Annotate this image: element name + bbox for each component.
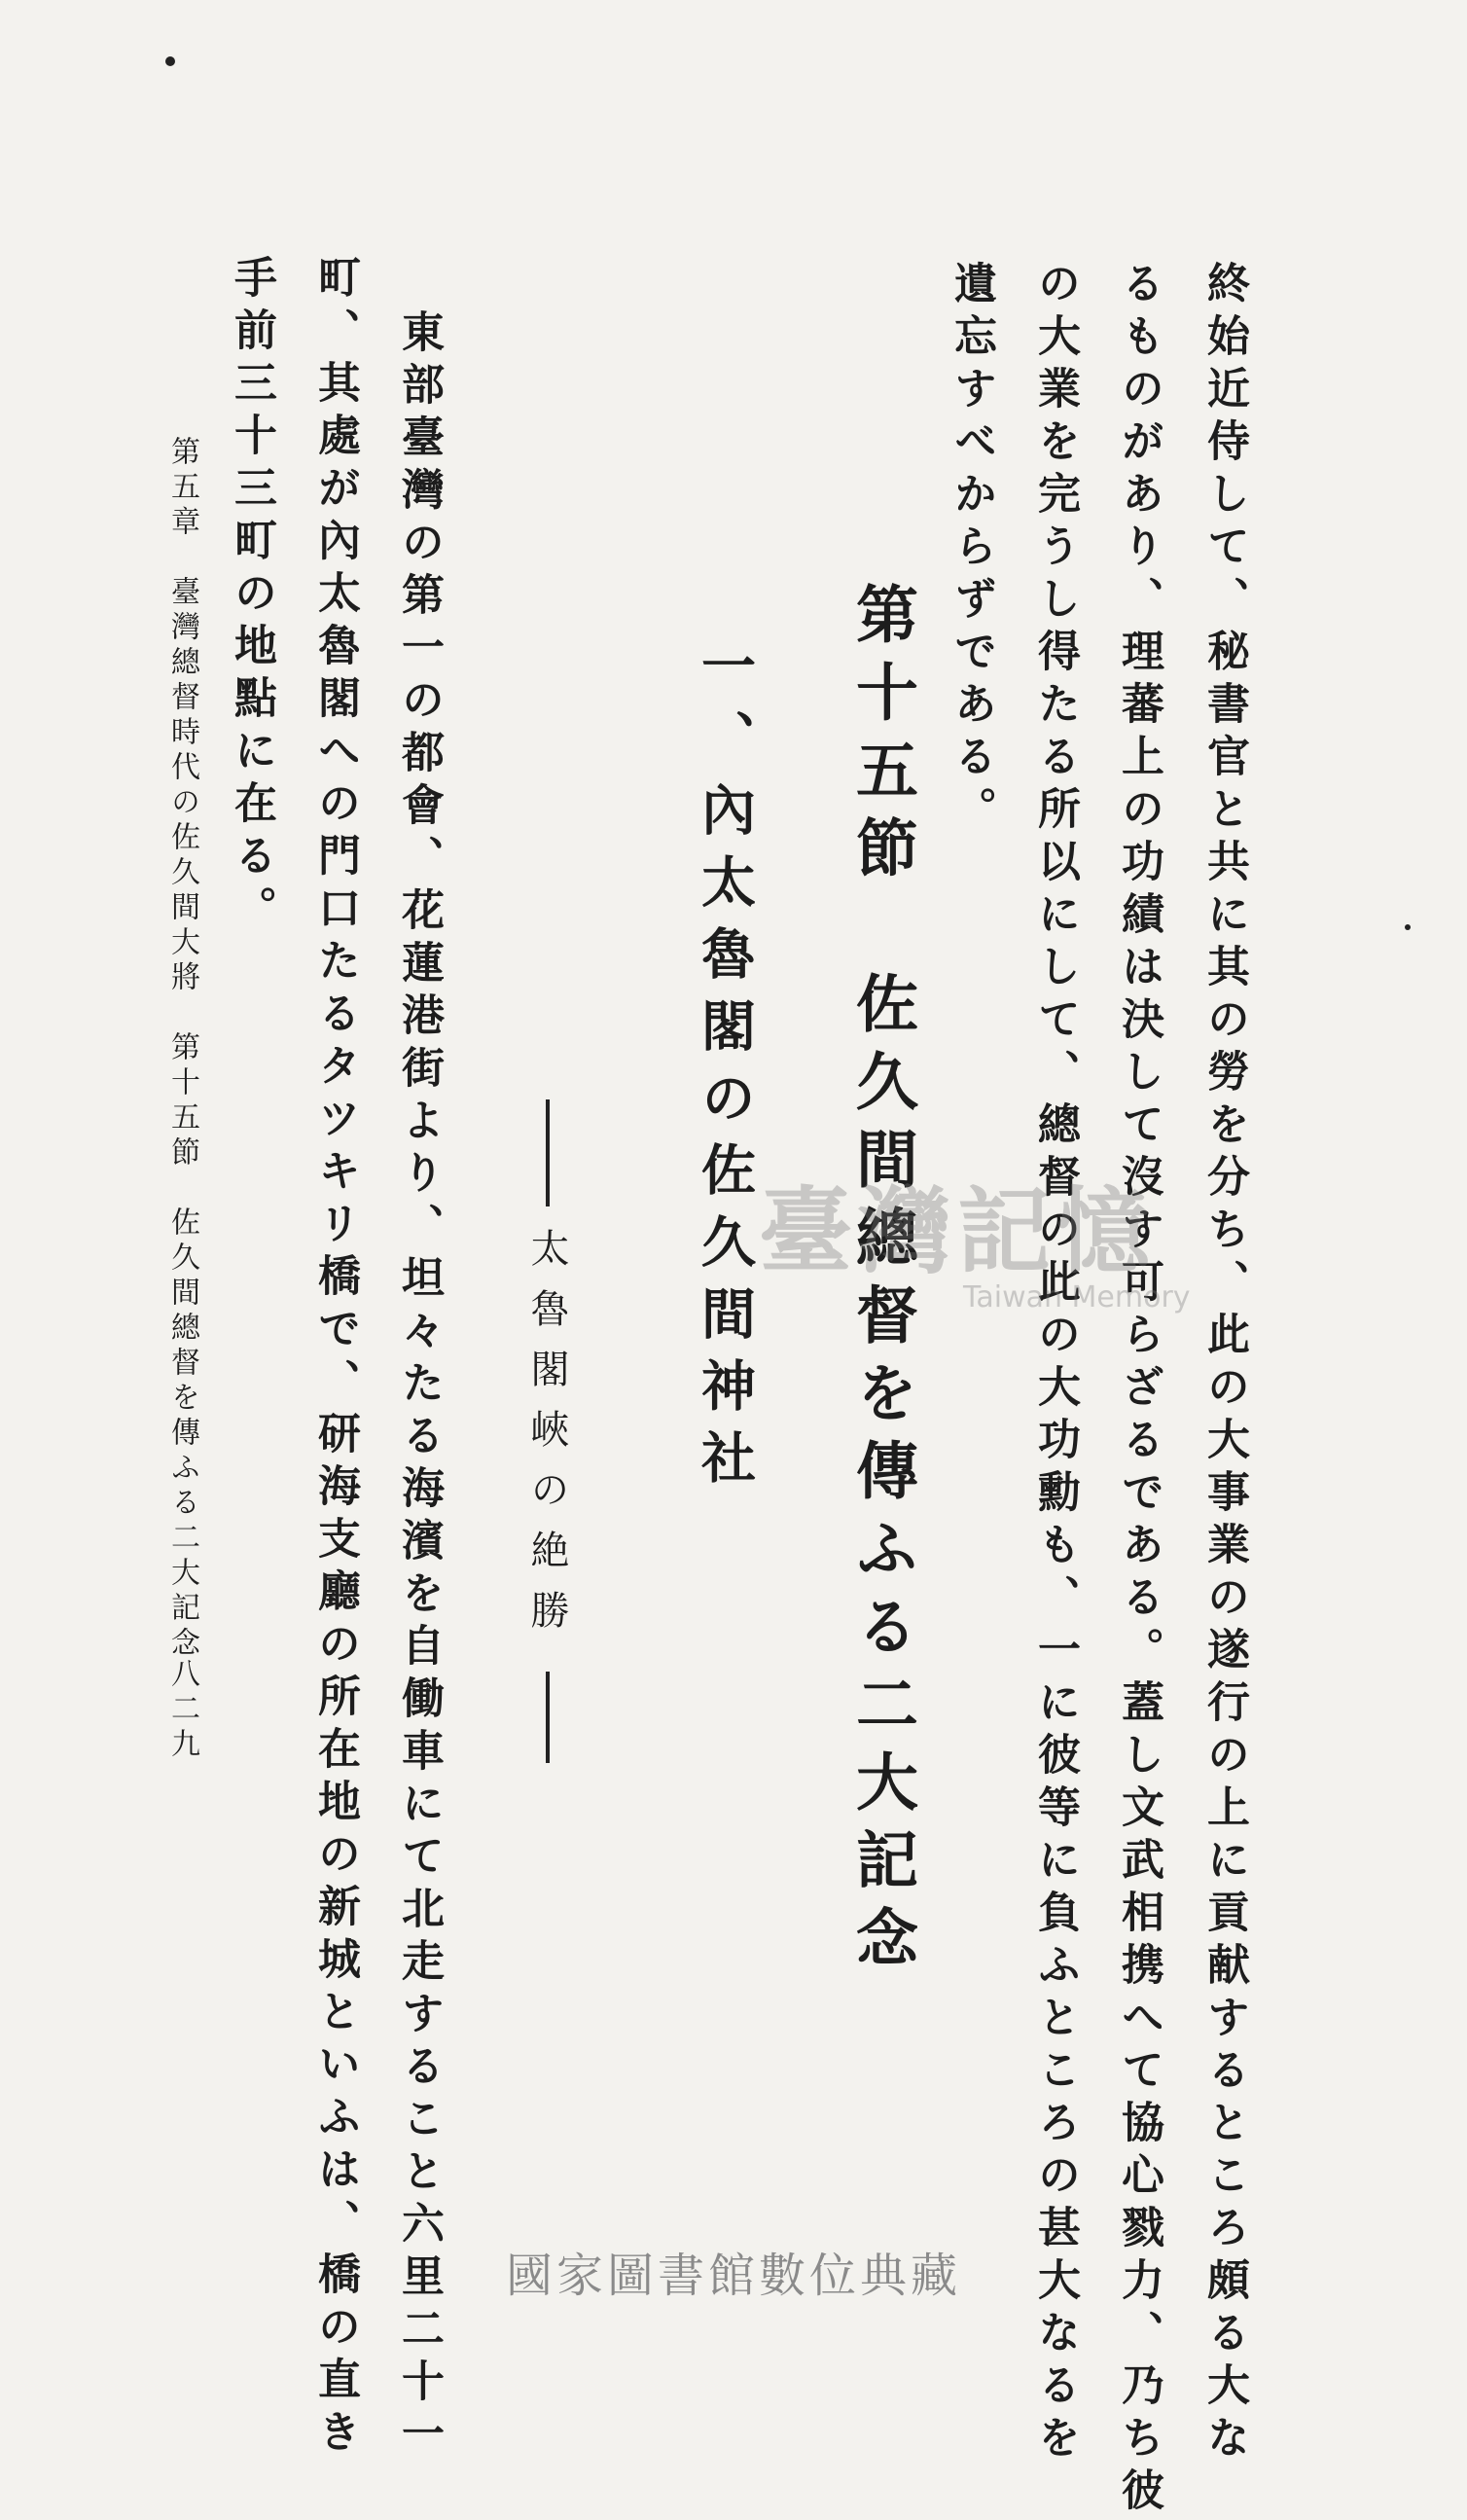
body-line-1: 終始近侍して、秘書官と共に其の勞を分ち、此の大事業の遂行の上に貢献するところ頗る大な <box>1199 261 1249 2467</box>
print-speck <box>1405 924 1411 930</box>
subtitle-dash-top <box>546 1099 550 1206</box>
watermark-logo: 臺灣記憶 <box>759 1176 1156 1286</box>
article-line-1: 東部臺灣の第一の都會、花蓮港街より、坦々たる海濱を自働車にて北走すること六里二十一 <box>394 309 444 2464</box>
body-line-3: の大業を完うし得たる所以にして、總督の此の大功勳も、一に彼等に負ふところの甚大なるを <box>1030 261 1080 2467</box>
body-line-4: 遺忘すべからずである。 <box>947 261 996 839</box>
section-heading: 第十五節 佐久間總督を傳ふる二大記念 <box>845 582 917 1983</box>
page-number: 八二九 <box>165 1658 199 1763</box>
sub-heading: 一、內太魯閣の佐久間神社 <box>693 637 757 1501</box>
print-speck <box>165 56 175 66</box>
subtitle-dash-bottom <box>546 1672 550 1763</box>
subtitle: 太魯閣峽の絶勝 <box>524 1228 569 1650</box>
article-line-3: 手前三十三町の地點に在る。 <box>227 255 276 938</box>
body-line-2: るものがあり、理蕃上の功績は決して沒す可らざるである。蓋し文武相携へて協心戮力、乃ち彼 <box>1114 261 1163 2520</box>
article-line-2: 町、其處が內太魯閣への門口たるタツキリ橋で、研海支廳の所在地の新城といふは、橋の直き <box>310 255 360 2462</box>
running-footer: 第五章 臺灣總督時代の佐久間大將 第十五節 佐久間總督を傳ふる二大記念 <box>165 436 199 1662</box>
watermark-logo-sub: Taiwan Memory <box>963 1280 1191 1314</box>
library-watermark: 國家圖書館數位典藏 <box>505 2249 961 2303</box>
